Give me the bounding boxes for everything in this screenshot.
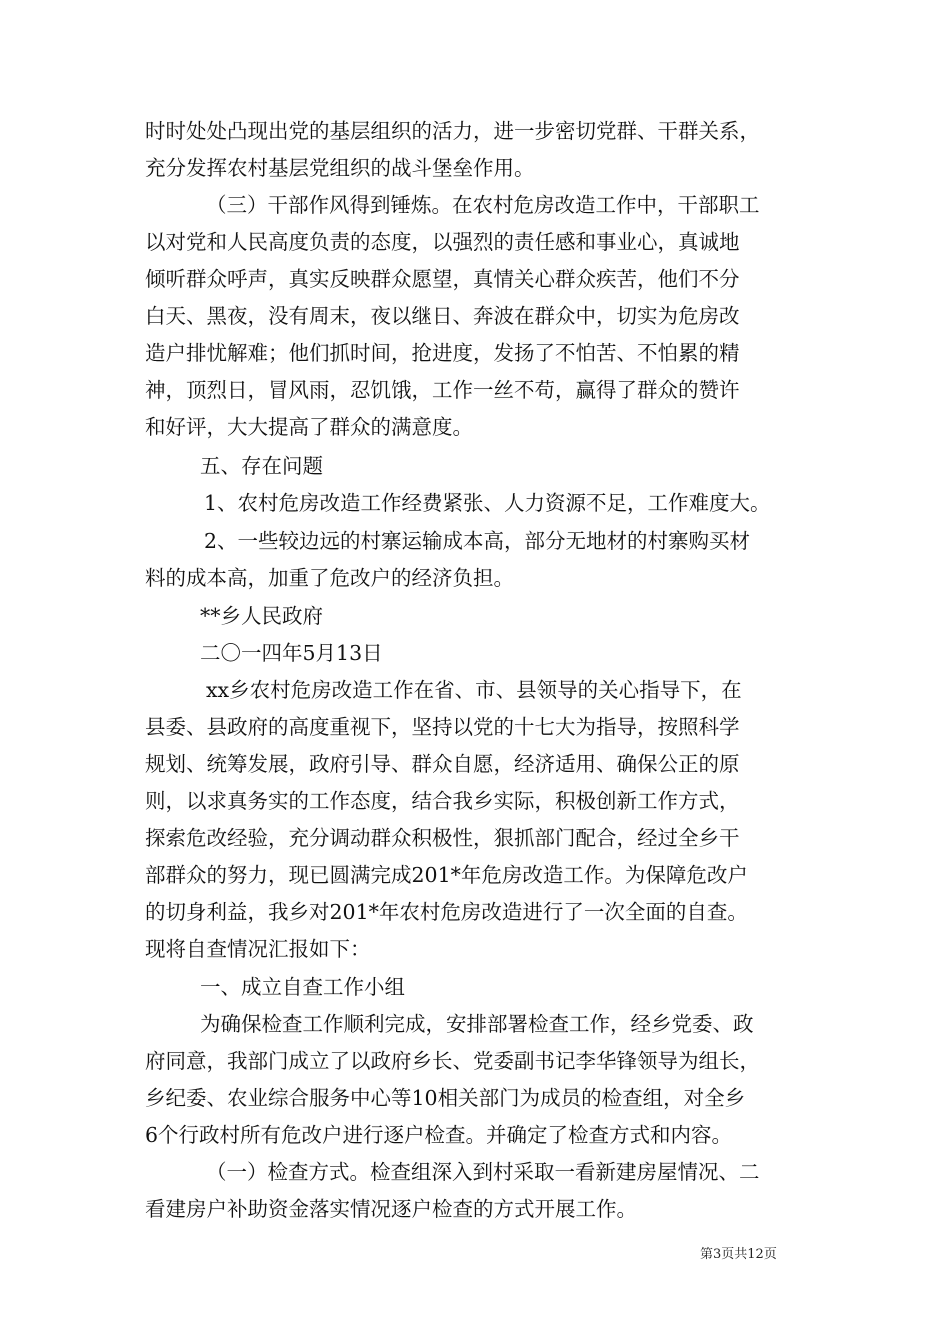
text-line: 为确保检查工作顺利完成，安排部署检查工作，经乡党委、政 (200, 1012, 754, 1036)
text-line: 充分发挥农村基层党组织的战斗堡垒作用。 (145, 156, 535, 180)
text-line: 时时处处凸现出党的基层组织的活力，进一步密切党群、干群关系， (145, 119, 760, 143)
text-line: 县委、县政府的高度重视下，坚持以党的十七大为指导，按照科学 (145, 715, 740, 739)
signature-date: 二〇一四年5月13日 (200, 641, 383, 665)
text-line: 乡纪委、农业综合服务中心等10相关部门为成员的检查组，对全乡 (145, 1086, 746, 1110)
text-line: 探索危改经验，充分调动群众积极性，狠抓部门配合，经过全乡干 (145, 826, 740, 850)
page-footer: 第3页共12页 (700, 1247, 777, 1262)
text-line: （三）干部作风得到锤炼。在农村危房改造工作中，干部职工 (206, 193, 760, 217)
signature-org: **乡人民政府 (200, 604, 323, 628)
text-line: 现将自查情况汇报如下： (145, 937, 371, 961)
text-line: 则，以求真务实的工作态度，结合我乡实际，积极创新工作方式， (145, 789, 740, 813)
text-line: 看建房户补助资金落实情况逐户检查的方式开展工作。 (145, 1197, 637, 1221)
text-line: 以对党和人民高度负责的态度，以强烈的责任感和事业心，真诚地 (145, 230, 740, 254)
text-line: 的切身利益，我乡对201*年农村危房改造进行了一次全面的自查。 (145, 900, 748, 924)
text-line: 神，顶烈日，冒风雨，忍饥饿，工作一丝不苟，赢得了群众的赞许 (145, 378, 740, 402)
text-line: 料的成本高，加重了危改户的经济负担。 (145, 566, 514, 590)
text-line: 造户排忧解难；他们抓时间，抢进度，发扬了不怕苦、不怕累的精 (145, 341, 740, 365)
text-line: 部群众的努力，现已圆满完成201*年危房改造工作。为保障危改户 (145, 863, 748, 887)
text-line: （一）检查方式。检查组深入到村采取一看新建房屋情况、二 (206, 1160, 760, 1184)
section-heading: 一、成立自查工作小组 (200, 975, 405, 999)
text-line: xx乡农村危房改造工作在省、市、县领导的关心指导下，在 (206, 678, 742, 702)
section-heading: 五、存在问题 (200, 454, 323, 478)
text-line: 和好评，大大提高了群众的满意度。 (145, 415, 473, 439)
text-line: 规划、统筹发展，政府引导、群众自愿，经济适用、确保公正的原 (145, 752, 740, 776)
text-line: 1、农村危房改造工作经费紧张、人力资源不足，工作难度大。 (204, 491, 771, 515)
text-line: 6个行政村所有危改户进行逐户检查。并确定了检查方式和内容。 (145, 1123, 733, 1147)
text-line: 倾听群众呼声，真实反映群众愿望，真情关心群众疾苦，他们不分 (145, 267, 740, 291)
text-line: 府同意，我部门成立了以政府乡长、党委副书记李华锋领导为组长， (145, 1049, 760, 1073)
text-line: 白天、黑夜，没有周末，夜以继日、奔波在群众中，切实为危房改 (145, 304, 740, 328)
text-line: 2、一些较边远的村寨运输成本高，部分无地材的村寨购买材 (204, 529, 751, 553)
